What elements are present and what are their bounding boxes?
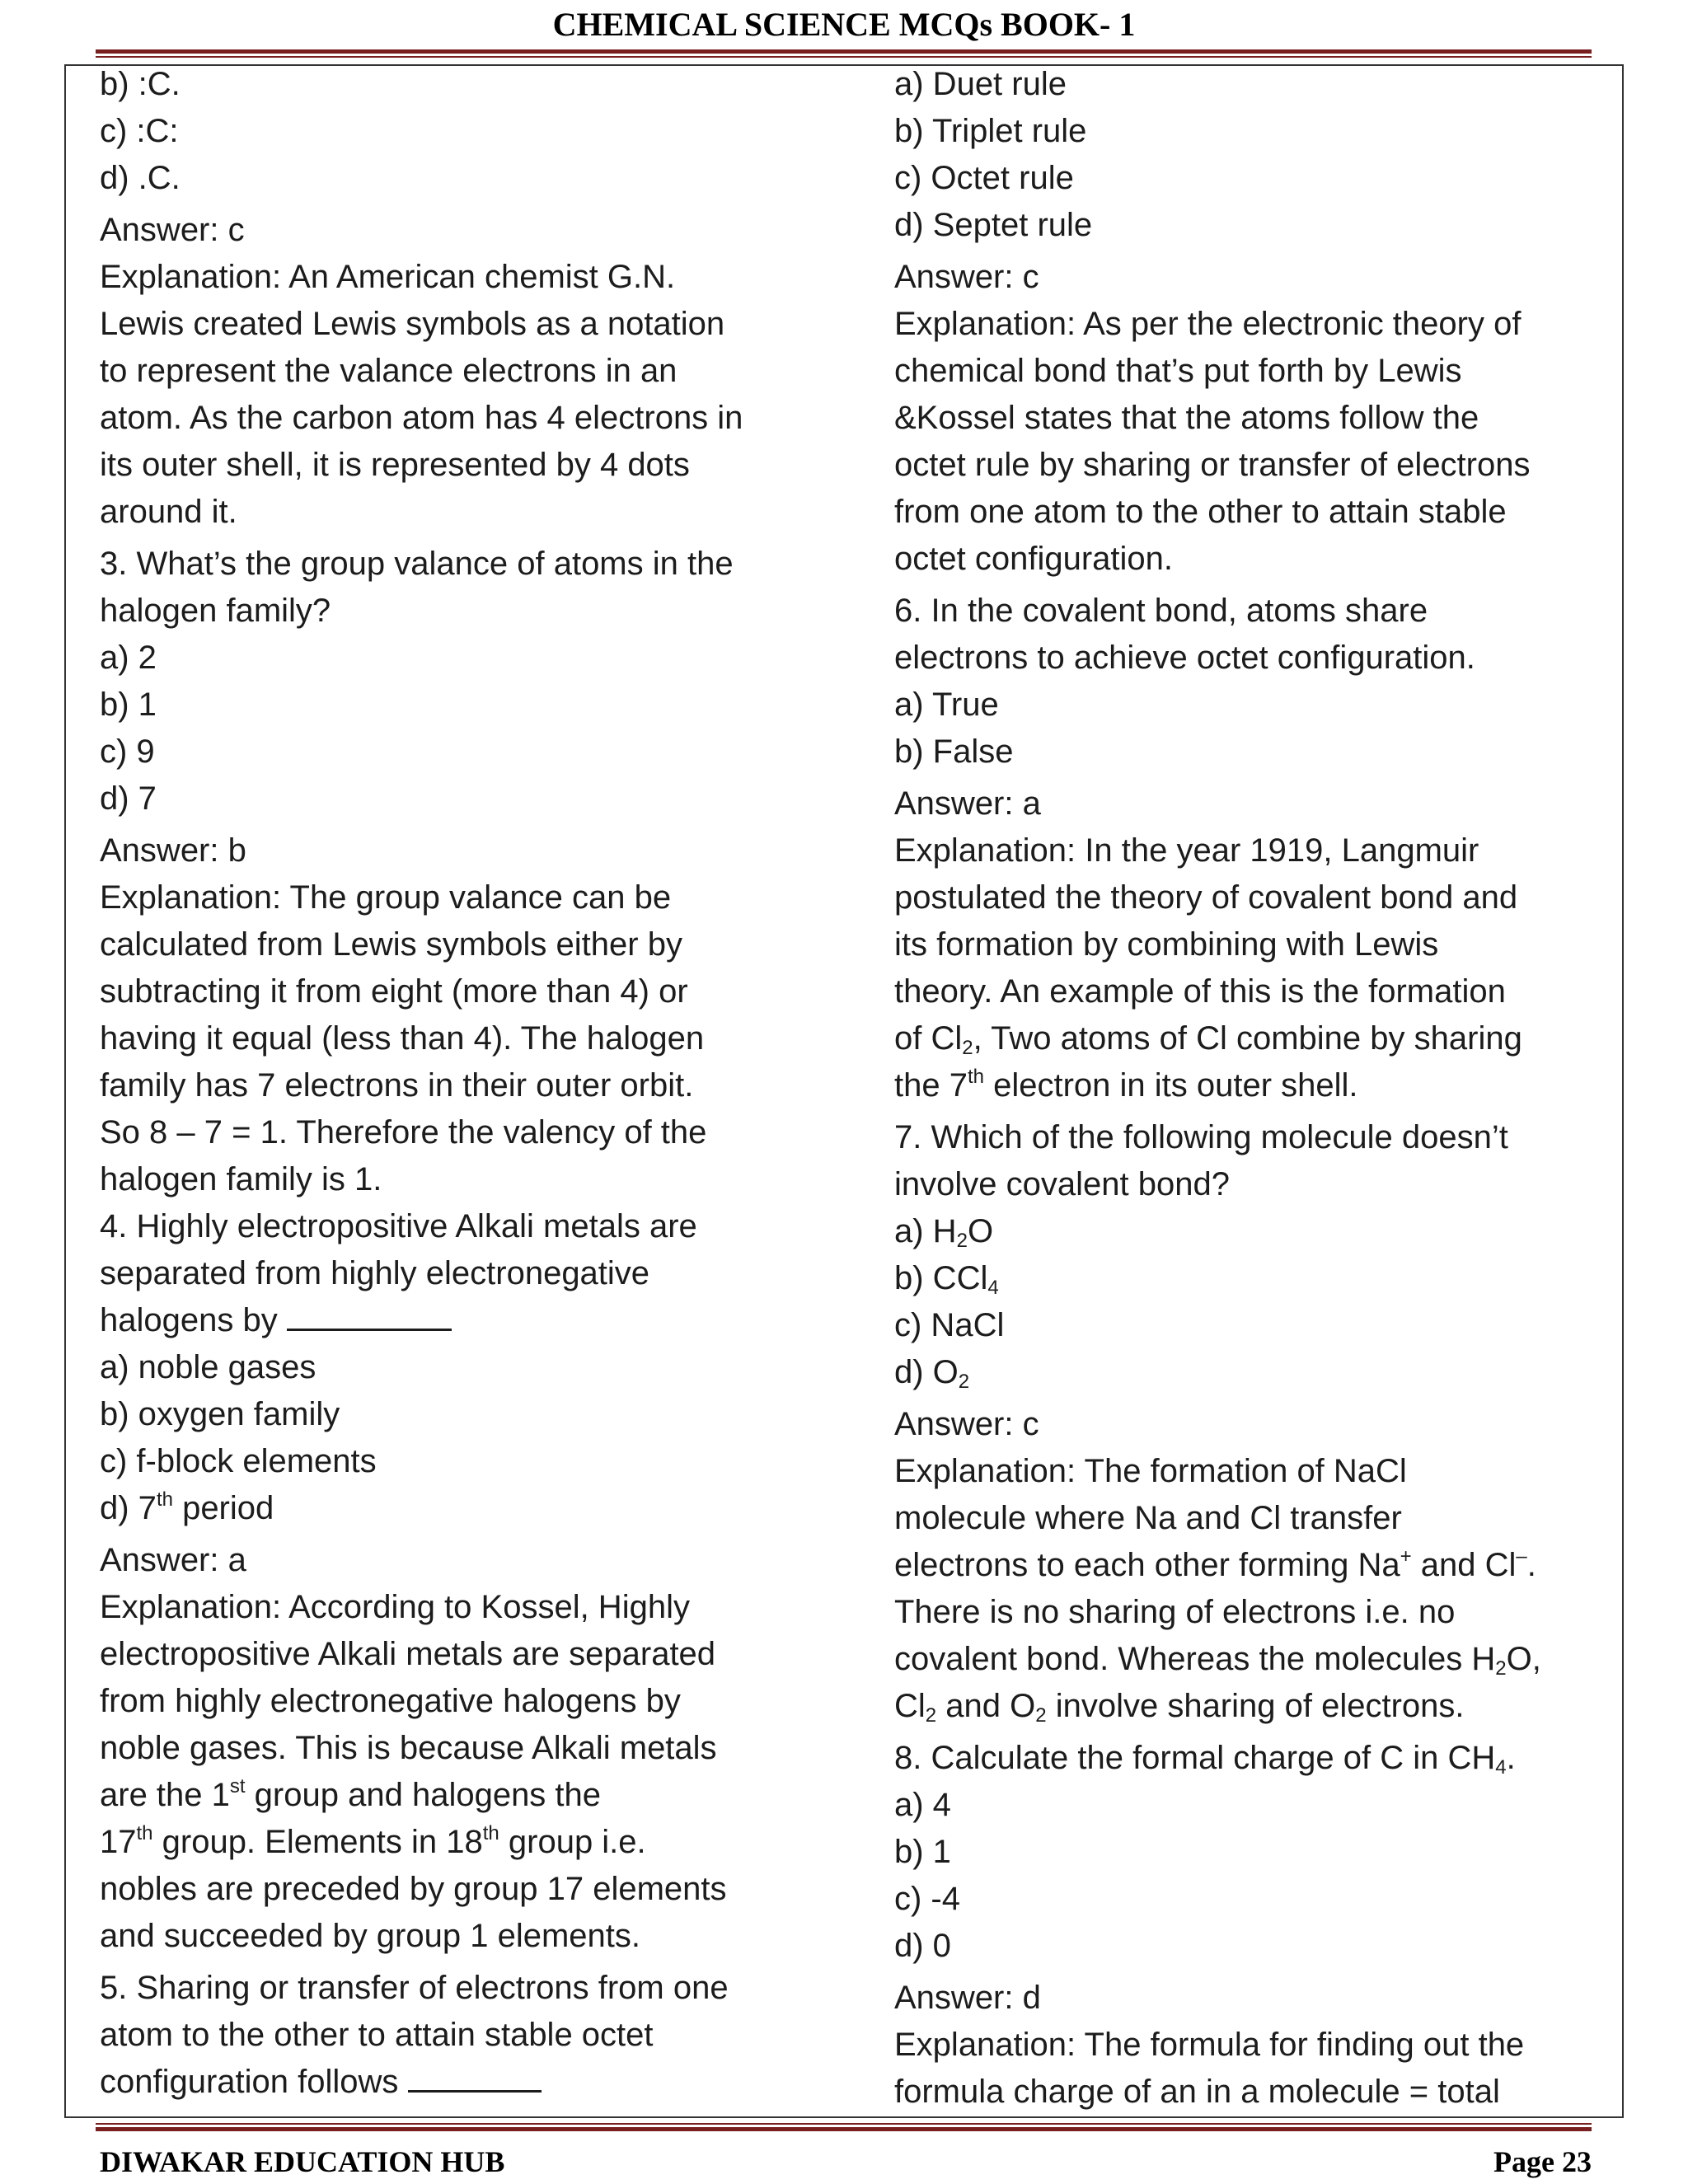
text-run: and Cl — [1411, 1547, 1517, 1583]
q4-explanation-line — [100, 1772, 842, 1819]
q5-question-line — [100, 2059, 842, 2106]
q8-question-line — [894, 1735, 1636, 1782]
subscript: 2 — [962, 1037, 973, 1059]
q3-explanation-line: calculated from Lewis symbols either by — [100, 926, 682, 963]
q5-option-a: a) Duet rule — [894, 66, 1067, 102]
header-rule-thin — [96, 56, 1592, 58]
q2-option-d: d) .C. — [100, 160, 181, 196]
page-header-title: CHEMICAL SCIENCE MCQs BOOK- 1 — [552, 6, 1136, 43]
q7-explanation-line: There is no sharing of electrons i.e. no — [894, 1594, 1456, 1630]
text-run: of Cl — [894, 1020, 963, 1057]
subscript: 2 — [958, 1371, 970, 1393]
text-run: and O — [936, 1688, 1036, 1724]
q3-option-d: d) 7 — [100, 780, 157, 817]
q4-question-line — [100, 1297, 842, 1344]
q2-explanation-line: around it. — [100, 494, 237, 530]
q8-option-c: c) -4 — [894, 1881, 960, 1917]
page-number: Page 23 — [1493, 2145, 1592, 2178]
text-run: Cl — [894, 1688, 926, 1724]
q4-option-a: a) noble gases — [100, 1349, 316, 1385]
fill-in-blank — [408, 2064, 542, 2093]
q6-option-a: a) True — [894, 687, 999, 723]
text-run: involve sharing of electrons. — [1046, 1688, 1465, 1724]
q2-explanation-line: Explanation: An American chemist G.N. — [100, 259, 676, 295]
q6-explanation-line — [894, 1062, 1636, 1109]
superscript: – — [1516, 1545, 1527, 1568]
superscript: th — [482, 1822, 499, 1844]
subscript: 2 — [925, 1704, 937, 1727]
superscript: st — [229, 1775, 246, 1797]
q6-option-b: b) False — [894, 733, 1014, 770]
q3-option-b: b) 1 — [100, 687, 157, 723]
subscript: 4 — [1495, 1756, 1507, 1779]
q3-question-line: halogen family? — [100, 593, 331, 629]
subscript: 4 — [987, 1277, 999, 1299]
superscript: th — [967, 1066, 984, 1088]
q6-question-line: 6. In the covalent bond, atoms share — [894, 593, 1428, 629]
text-run: . — [1506, 1740, 1516, 1776]
text-run: group i.e. — [499, 1824, 646, 1860]
q4-explanation-line: Explanation: According to Kossel, Highly — [100, 1589, 690, 1625]
text-run: d) O — [894, 1354, 959, 1390]
q4-explanation-line: nobles are preceded by group 17 elements — [100, 1871, 727, 1907]
subscript: 2 — [1495, 1657, 1507, 1680]
q4-answer: Answer: a — [100, 1542, 246, 1578]
q5-question-text: configuration follows — [100, 2064, 399, 2100]
q2-explanation-line: Lewis created Lewis symbols as a notation — [100, 306, 725, 342]
q7-explanation-line — [894, 1683, 1636, 1730]
q6-explanation-line: Explanation: In the year 1919, Langmuir — [894, 832, 1479, 869]
q7-question-line: 7. Which of the following molecule doesn’t — [894, 1119, 1508, 1155]
superscript: th — [156, 1488, 173, 1511]
q4-question-line: separated from highly electronegative — [100, 1255, 650, 1291]
q6-question-line: electrons to achieve octet configuration. — [894, 640, 1475, 676]
q2-explanation-line: atom. As the carbon atom has 4 electrons in — [100, 400, 743, 436]
q5-option-c: c) Octet rule — [894, 160, 1074, 196]
q7-explanation-line — [894, 1542, 1636, 1589]
footer-rule-thin — [96, 2123, 1592, 2125]
header-rule-thick — [96, 49, 1592, 54]
q5-explanation-line: octet rule by sharing or transfer of electrons — [894, 447, 1531, 483]
q3-explanation-line: family has 7 electrons in their outer orbit. — [100, 1067, 694, 1104]
text-run: . — [1526, 1547, 1536, 1583]
q2-answer: Answer: c — [100, 212, 245, 248]
text-run: O, — [1506, 1641, 1541, 1677]
q8-explanation-line: Explanation: The formula for finding out the — [894, 2027, 1525, 2063]
q6-explanation-line: postulated the theory of covalent bond and — [894, 879, 1518, 916]
q7-explanation-line: Explanation: The formation of NaCl — [894, 1453, 1407, 1489]
q3-answer: Answer: b — [100, 832, 246, 869]
left-column — [100, 61, 842, 2106]
q3-option-a: a) 2 — [100, 640, 157, 676]
q5-explanation-line: chemical bond that’s put forth by Lewis — [894, 353, 1462, 389]
q7-option-a — [894, 1208, 1636, 1255]
q3-explanation-line: So 8 – 7 = 1. Therefore the valency of the — [100, 1114, 707, 1151]
superscript: th — [136, 1822, 153, 1844]
q4-explanation-line: from highly electronegative halogens by — [100, 1683, 681, 1719]
q3-explanation-line: subtracting it from eight (more than 4) or — [100, 973, 688, 1010]
q4-question-line: 4. Highly electropositive Alkali metals are — [100, 1208, 697, 1244]
q4-option-b: b) oxygen family — [100, 1396, 340, 1432]
q7-option-c: c) NaCl — [894, 1307, 1005, 1343]
subscript: 2 — [956, 1230, 968, 1252]
q2-option-b: b) :C. — [100, 66, 181, 102]
footer-rule-thick — [96, 2127, 1592, 2131]
right-column — [894, 61, 1636, 2116]
q4-explanation-line: electropositive Alkali metals are separated — [100, 1636, 716, 1672]
q3-explanation-line: halogen family is 1. — [100, 1161, 382, 1197]
q3-explanation-line: Explanation: The group valance can be — [100, 879, 672, 916]
text-run: 17 — [100, 1824, 137, 1860]
q4-option-d-text: period — [172, 1490, 274, 1526]
q3-question-line: 3. What’s the group valance of atoms in the — [100, 546, 734, 582]
q6-explanation-line: theory. An example of this is the formation — [894, 973, 1506, 1010]
text-run: 8. Calculate the formal charge of C in CH — [894, 1740, 1496, 1776]
text-run: covalent bond. Whereas the molecules H — [894, 1641, 1496, 1677]
q5-option-d: d) Septet rule — [894, 207, 1093, 243]
q8-option-d: d) 0 — [894, 1928, 951, 1964]
q2-explanation-line: to represent the valance electrons in an — [100, 353, 678, 389]
q5-question-line: atom to the other to attain stable octet — [100, 2017, 654, 2053]
q7-option-d — [894, 1349, 1636, 1396]
q5-answer: Answer: c — [894, 259, 1039, 295]
q2-explanation-line: its outer shell, it is represented by 4 dots — [100, 447, 690, 483]
q6-explanation-line: its formation by combining with Lewis — [894, 926, 1439, 963]
q8-explanation-line: formula charge of an in a molecule = total — [894, 2074, 1500, 2110]
text-run: electrons to each other forming Na — [894, 1547, 1400, 1583]
text-run: group. Elements in 18 — [152, 1824, 483, 1860]
text-run: the 7 — [894, 1067, 968, 1104]
q4-option-d-text: d) 7 — [100, 1490, 157, 1526]
footer-organization: DIWAKAR EDUCATION HUB — [100, 2145, 505, 2178]
q2-option-c: c) :C: — [100, 113, 179, 149]
text-run: a) H — [894, 1213, 957, 1249]
page-footer — [100, 2141, 1592, 2182]
q7-explanation-line: molecule where Na and Cl transfer — [894, 1500, 1402, 1536]
q4-question-text: halogens by — [100, 1302, 278, 1338]
fill-in-blank — [287, 1303, 452, 1331]
q5-question-line: 5. Sharing or transfer of electrons from one — [100, 1970, 729, 2006]
q5-explanation-line: Explanation: As per the electronic theory of — [894, 306, 1522, 342]
q5-option-b: b) Triplet rule — [894, 113, 1087, 149]
q5-explanation-line: octet configuration. — [894, 541, 1173, 577]
q7-option-b — [894, 1255, 1636, 1302]
q4-option-d — [100, 1485, 842, 1532]
subscript: 2 — [1035, 1704, 1047, 1727]
q4-explanation-line: and succeeded by group 1 elements. — [100, 1918, 640, 1954]
text-run: , Two atoms of Cl combine by sharing — [973, 1020, 1522, 1057]
q7-explanation-line — [894, 1636, 1636, 1683]
text-run: electron in its outer shell. — [983, 1067, 1358, 1104]
text-run: group and halogens the — [245, 1777, 602, 1813]
q4-explanation-line — [100, 1819, 842, 1866]
superscript: + — [1400, 1545, 1412, 1568]
text-run: are the 1 — [100, 1777, 230, 1813]
q4-explanation-line: noble gases. This is because Alkali metals — [100, 1730, 717, 1766]
q4-option-c: c) f-block elements — [100, 1443, 377, 1479]
q3-explanation-line: having it equal (less than 4). The halogen — [100, 1020, 705, 1057]
q7-question-line: involve covalent bond? — [894, 1166, 1230, 1202]
q8-answer: Answer: d — [894, 1980, 1041, 2016]
text-run: O — [967, 1213, 994, 1249]
text-run: b) CCl — [894, 1260, 988, 1296]
q8-option-a: a) 4 — [894, 1787, 951, 1823]
q6-explanation-line — [894, 1015, 1636, 1062]
q6-answer: Answer: a — [894, 785, 1041, 822]
q5-explanation-line: &Kossel states that the atoms follow the — [894, 400, 1479, 436]
q3-option-c: c) 9 — [100, 733, 155, 770]
q7-answer: Answer: c — [894, 1406, 1039, 1442]
q8-option-b: b) 1 — [894, 1834, 951, 1870]
q5-explanation-line: from one atom to the other to attain stable — [894, 494, 1507, 530]
